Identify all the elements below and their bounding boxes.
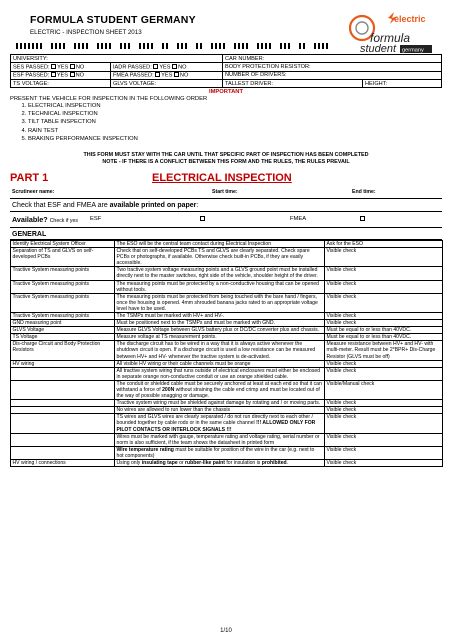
check-item: HV wiring / connections <box>11 460 115 467</box>
check-item <box>11 433 115 446</box>
check-method: Visible check <box>325 367 443 380</box>
checkbox-icon <box>153 64 158 69</box>
check-row <box>11 400 443 407</box>
check-description: The measuring points must be protected from being touched with the bare hand / fingers, once the housing is opened. 4mm shrouded banana jacks rated to an appropriate voltage level have to be used. <box>115 293 325 312</box>
fmea-checkbox[interactable] <box>360 216 365 221</box>
check-item: GLVS Voltage <box>11 327 115 334</box>
important-heading: IMPORTANT <box>208 89 244 95</box>
check-row <box>11 280 443 293</box>
check-method: Visible check <box>325 248 443 267</box>
step-item: 1. ELECTRICAL INSPECTION <box>28 102 442 110</box>
check-description: Tractive system wiring must be shielded against damage by rotating and / or moving parts. <box>115 400 325 407</box>
part-title: ELECTRICAL INSPECTION <box>152 171 292 184</box>
check-row <box>11 367 443 380</box>
check-row <box>11 248 443 267</box>
check-line-suffix: : <box>196 201 199 209</box>
esf-checkbox-cell <box>200 216 290 223</box>
check-row <box>11 293 443 312</box>
glvs-voltage-field[interactable]: GLVS VOLTAGE: <box>111 80 223 88</box>
available-label: Available? Check if yes <box>12 214 78 224</box>
check-row <box>11 407 443 414</box>
check-method: Visible check <box>325 267 443 280</box>
tallest-driver-field[interactable]: TALLEST DRIVER: <box>223 80 363 88</box>
check-method: Visible check <box>325 320 443 327</box>
ses-label: SES PASSED: <box>13 64 52 70</box>
check-item: Tractive System measuring points <box>11 267 115 280</box>
check-row <box>11 327 443 334</box>
checkbox-icon <box>155 72 160 77</box>
check-description: Two tractive system voltage measuring points and a GLVS ground point must be installed directly next to the master switches, right side of the vehicle, shoulder height of the driver. <box>115 267 325 280</box>
check-item: Separation of TS and GLVS on self-developed PCBs <box>11 248 115 267</box>
step-item: 4. RAIN TEST <box>28 127 442 135</box>
check-line-bold: available printed on paper <box>109 201 197 209</box>
check-description: Check that on self-developed PCBs TS and GLVS are clearly separated. Check spare PCBs or photographs, if available. Otherwise check built-in PCBs, if they are easily accessible. <box>115 248 325 267</box>
check-description: The ESO will be the central team contact during Electrical Inspection <box>115 240 325 247</box>
ts-voltage-field[interactable]: TS VOLTAGE: <box>11 80 111 88</box>
check-item: Identify Electrical System Officer <box>11 240 115 247</box>
check-description: All tractive system wiring that runs outside of electrical enclosures must either be enclosed in separate orange non-conductive conduit or use an orange shielded cable. <box>115 367 325 380</box>
available-hint: Check if yes <box>49 217 78 224</box>
check-item: Tractive System measuring points <box>11 280 115 293</box>
logo-formula-text: formula <box>370 31 411 45</box>
esf-checkbox[interactable] <box>200 216 205 221</box>
height-field[interactable]: HEIGHT: <box>363 80 442 88</box>
step-item: 5. BRAKING PERFORMANCE INSPECTION <box>28 135 442 143</box>
university-field[interactable]: UNIVERSITY: <box>11 55 223 63</box>
start-time-field[interactable]: Start time: <box>212 188 238 195</box>
check-description: Must be positioned next to the TSMPs and must be marked with GND. <box>115 320 325 327</box>
checkbox-icon <box>51 72 56 77</box>
check-method: Visible check <box>325 460 443 467</box>
check-description: All visible HV wiring or their cable channels must be orange <box>115 360 325 367</box>
check-item <box>11 407 115 414</box>
check-description: No wires are allowed to run lower than the chassis <box>115 407 325 414</box>
info-row-ses <box>11 63 442 72</box>
part-heading-row <box>10 170 442 184</box>
iadr-passed-field[interactable]: IADR PASSED: YES NO <box>111 63 223 72</box>
fmea-label: FMEA <box>290 216 307 223</box>
check-description: The measuring points must be protected by a non-conductive housing that can be opened without tools. <box>115 280 325 293</box>
step-item: 3. TILT TABLE INSPECTION <box>28 118 442 126</box>
checkbox-icon <box>172 64 177 69</box>
check-item <box>11 446 115 459</box>
check-method: Measure resistance between HV+ and HV- with multi-meter. Result must be 2*BPR+ Dis-Charge Resistor (GLVS must be off) <box>325 341 443 360</box>
check-description: Wire temperature rating must be suitable for position of the wire in the car (e.g. next to hot components) <box>115 446 325 459</box>
check-item: Tractive System measuring points <box>11 312 115 319</box>
end-time-field[interactable]: End time: <box>352 188 376 195</box>
check-description: Using only insulating tape or rubber-like paint for insulation is prohibited. <box>115 460 325 467</box>
check-item: GND measuring point <box>11 320 115 327</box>
check-description: TS wires and GLVS wires are clearly separated / do not run directly next to each other / bounded together by cable rods or in the same cable channel !!! ALLOWED ONLY FOR PILOT CONTACTS OR INTERLOCK SIGNALS !!! <box>115 414 325 433</box>
check-item <box>11 380 115 399</box>
check-method: Visible check <box>325 414 443 433</box>
check-line-prefix: Check that ESF and FMEA are <box>12 201 110 209</box>
part-label: PART 1 <box>10 171 49 184</box>
check-method: Must be equal to or less than 40VDC. <box>325 334 443 341</box>
body-protection-resistor-field[interactable]: BODY PROTECTION RESISTOR: <box>223 63 442 72</box>
check-item: Dis-charge Circuit and Body Protection Resistors <box>11 341 115 360</box>
checkbox-icon <box>51 64 56 69</box>
car-number-field[interactable]: CAR NUMBER: <box>223 55 442 63</box>
check-item <box>11 367 115 380</box>
check-method: Visible check <box>325 312 443 319</box>
info-row-esf <box>11 71 442 80</box>
esf-label: ESF <box>90 216 102 223</box>
check-row <box>11 460 443 467</box>
check-method: Visible check <box>325 433 443 446</box>
check-item <box>11 400 115 407</box>
team-info-table <box>10 54 442 88</box>
esf-fmea-check-line <box>10 199 442 212</box>
logo-germany-text: germany <box>402 47 424 54</box>
checkbox-icon <box>70 64 75 69</box>
check-method: Visible check <box>325 293 443 312</box>
check-description: Measure voltage at TS measurement points. <box>115 334 325 341</box>
scrutineer-row <box>10 186 442 199</box>
form-warning <box>10 152 442 166</box>
header-title: FORMULA STUDENT GERMANY <box>30 14 196 26</box>
check-row <box>11 240 443 247</box>
check-item: Tractive System measuring points <box>11 293 115 312</box>
step-item: 2. TECHNICAL INSPECTION <box>28 110 442 118</box>
inspection-order-list <box>28 102 442 144</box>
check-row <box>11 446 443 459</box>
check-row <box>11 320 443 327</box>
warning-line-1: THIS FORM MUST STAY WITH THE CAR UNTIL THAT SPECIFIC PART OF INSPECTION HAS BEEN COMPLETED <box>83 151 369 158</box>
general-checks-table <box>10 240 443 467</box>
general-section-heading: GENERAL <box>10 228 442 240</box>
checkbox-icon <box>174 72 179 77</box>
fmea-checkbox-cell <box>360 216 365 223</box>
check-row <box>11 360 443 367</box>
available-row <box>10 212 442 228</box>
check-method: Visible/Manual check <box>325 380 443 399</box>
checkbox-icon <box>70 72 75 77</box>
check-method: Visible check <box>325 407 443 414</box>
check-method: Ask for the ESO <box>325 240 443 247</box>
check-description: The TSMPs must be marked with HV+ and HV-. <box>115 312 325 319</box>
check-description: Wires must be marked with gauge, temperature rating and voltage rating, serial number or norm is also sufficient, if the team shows the datasheet in printed form <box>115 433 325 446</box>
check-row <box>11 334 443 341</box>
check-method: Visible check <box>325 280 443 293</box>
header-subtitle: ELECTRIC - INSPECTION SHEET 2013 <box>30 29 142 36</box>
check-item: HV wiring <box>11 360 115 367</box>
esf-passed-field[interactable]: ESF PASSED: YES NO <box>11 71 111 80</box>
logo-student-text: student <box>360 43 397 55</box>
check-item <box>11 414 115 433</box>
check-method: Must be equal to or less than 40VDC. <box>325 327 443 334</box>
page-number: 1/10 <box>220 628 232 634</box>
present-instruction: PRESENT THE VEHICLE FOR INSPECTION IN THE FOLLOWING ORDER <box>10 95 208 102</box>
check-description: The conduit or shielded cable must be securely anchored at least at each end so that it can withstand a force of 200N without straining the cable end crimp and must be located out of the way of possible snagging or damage. <box>115 380 325 399</box>
warning-line-2: NOTE - IF THERE IS A CONFLICT BETWEEN THIS FORM AND THE RULES, THE RULES PREVAIL <box>102 158 350 165</box>
fmea-passed-field[interactable]: FMEA PASSED: YES NO <box>111 71 223 80</box>
fs-electric-logo <box>328 8 440 56</box>
check-row <box>11 380 443 399</box>
scrutineer-name-field[interactable]: Scrutineer name: <box>12 188 55 195</box>
logo-electric-text: electric <box>394 14 426 24</box>
check-row <box>11 341 443 360</box>
ses-passed-field[interactable]: SES PASSED: YES NO <box>11 63 111 72</box>
check-row <box>11 267 443 280</box>
check-item: TS Voltage <box>11 334 115 341</box>
check-description: The discharge circuit has to be wired in a way that it is always active whenever the shutdown circuit is open. If a discharge circuit is used a low resistance can be measured between HV+ and HV- whenever the tractive system is de-activated. <box>115 341 325 360</box>
check-description: Measure GLVS Voltage between GLVS battery plus or DC/DC converter plus and chassis. <box>115 327 325 334</box>
check-row <box>11 433 443 446</box>
info-row-voltage <box>11 80 442 88</box>
check-method: Visible check <box>325 360 443 367</box>
check-row <box>11 312 443 319</box>
check-method: Visible check <box>325 400 443 407</box>
check-method: Visible check <box>325 446 443 459</box>
check-row <box>11 414 443 433</box>
number-of-drivers-field[interactable]: NUMBER OF DRIVERS: <box>223 71 442 80</box>
